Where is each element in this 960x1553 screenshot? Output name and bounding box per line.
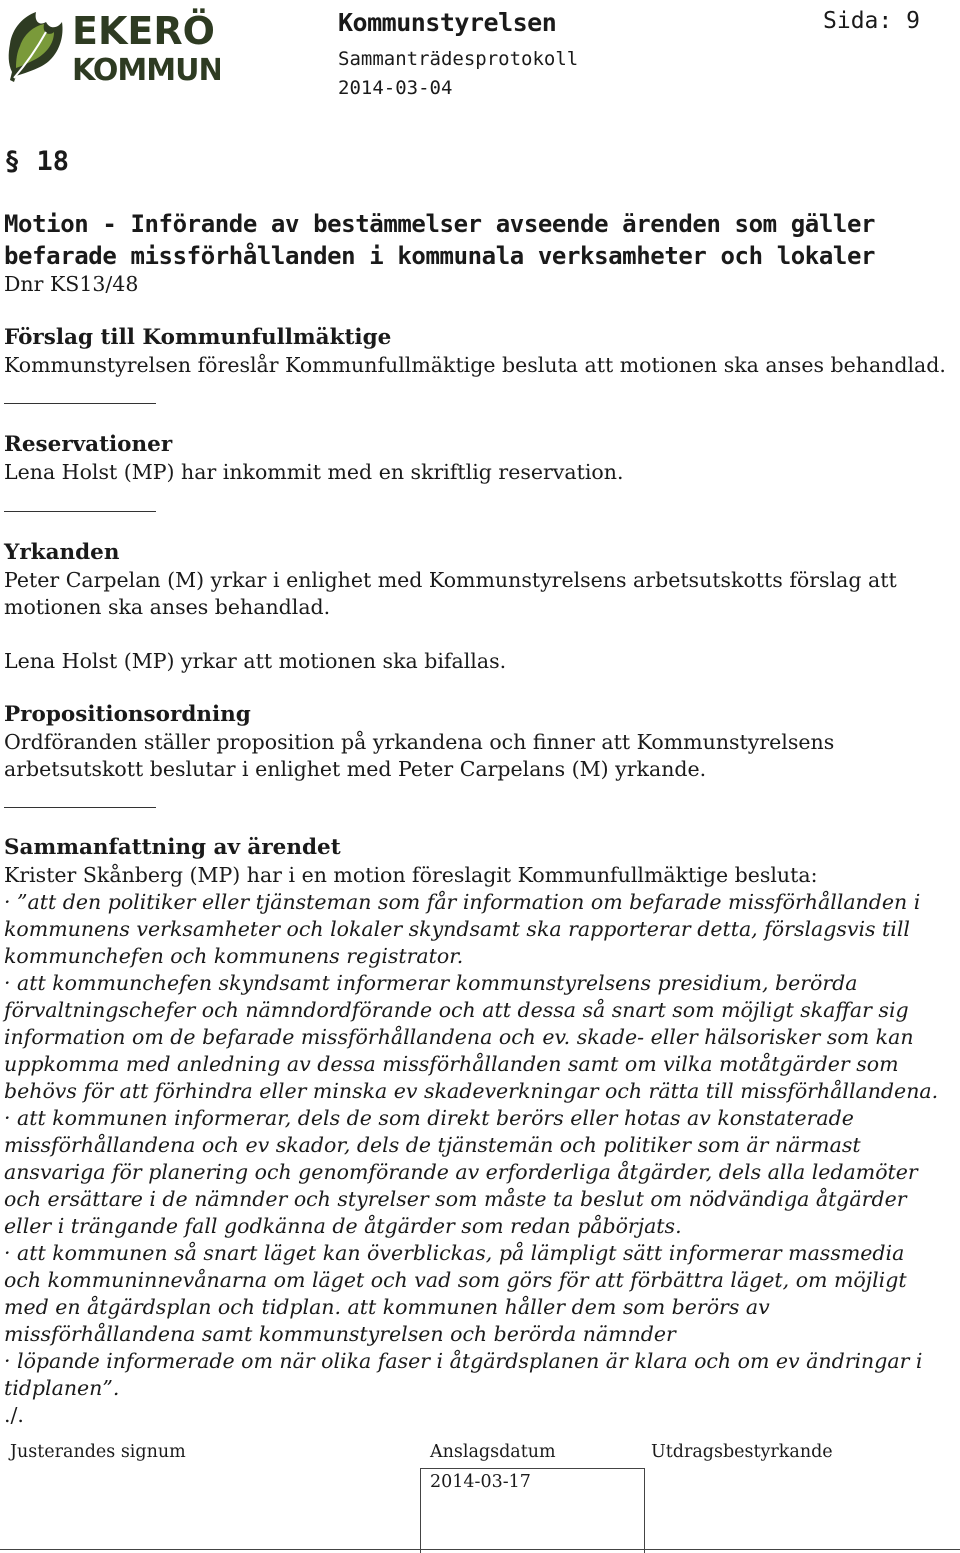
proposition-heading: Propositionsordning [4,702,251,727]
motion-title-line: befarade missförhållanden i kommunala verksamheter och lokaler [4,242,876,270]
summary-quote-line: eller i trängande fall godkänna de åtgärder som redan påbörjats. [4,1214,682,1238]
footer-divider-horizontal [420,1468,644,1469]
summary-quote-line: med en åtgärdsplan och tidplan. att kommunen håller dem som berörs av [4,1295,770,1319]
summary-quote-line: kommunens verksamheter och lokaler skyndsamt ska rapporterar detta, förslagsvis till [4,917,910,941]
posting-date-label: Anslagsdatum [430,1442,556,1462]
posting-date: 2014-03-17 [430,1472,531,1492]
proposal-heading: Förslag till Kommunfullmäktige [4,325,392,350]
reservations-heading: Reservationer [4,432,173,457]
section-divider [4,807,156,808]
protocol-label: Sammanträdesprotokoll [338,48,579,70]
summary-quote-line: · att kommunchefen skyndsamt informerar kommunstyrelsens presidium, berörda [4,971,858,995]
meeting-date: 2014-03-04 [338,77,453,99]
summary-quote-line: · löpande informerade om när olika faser i åtgärdsplanen är klara och om ev ändringar i [4,1349,923,1373]
logo-text-ekero: EKERÖ [72,9,215,53]
summary-heading: Sammanfattning av ärendet [4,835,341,860]
continuation-mark: ./. [4,1403,24,1427]
summary-quote-line: · att kommunen informerar, dels de som direkt berörs eller hotas av konstaterade [4,1106,854,1130]
motion-title-line: Motion - Införande av bestämmelser avseende ärenden som gäller [4,210,876,238]
summary-quote-line: och kommuninnevånarna om läget och vad som görs för att förbättra läget, om möjligt [4,1268,907,1292]
motions-text-line: motionen ska anses behandlad. [4,595,331,619]
summary-quote-line: förvaltningschefer och nämndordförande och att dessa så snart som möjligt skaffar sig [4,998,909,1022]
summary-quote-line: och ersättare i de nämnder och styrelser som måste ta beslut om nödvändiga åtgärder [4,1187,907,1211]
summary-quote-line: · att kommunen så snart läget kan överblickas, på lämpligt sätt informerar massmedia [4,1241,905,1265]
logo-text-kommun: KOMMUN [72,53,220,86]
diary-number: Dnr KS13/48 [4,272,139,296]
proposition-text-line: Ordföranden ställer proposition på yrkandena och finner att Kommunstyrelsens [4,730,835,754]
paragraph-number: § 18 [4,146,70,177]
motion-title [4,208,875,272]
footer-divider-left [420,1468,421,1553]
section-divider [4,511,156,512]
summary-quote-line: tidplanen”. [4,1376,120,1400]
motions-text-line: Peter Carpelan (M) yrkar i enlighet med Kommunstyrelsens arbetsutskotts förslag att [4,568,897,592]
signature-label: Justerandes signum [10,1442,186,1462]
motions-heading: Yrkanden [4,540,120,565]
footer-bottom-rule [0,1549,960,1550]
summary-quote-line: kommunchefen och kommunens registrator. [4,944,464,968]
section-divider [4,403,156,404]
summary-quote-line: · ”att den politiker eller tjänsteman som får information om befarade missförhållanden i [4,890,921,914]
summary-quote-line: behövs för att förhindra eller minska ev skadeverkningar och rätta till missförhållandena. [4,1079,939,1103]
summary-quote-line: missförhållandena och ev skador, dels de tjänstemän och politiker som är närmast [4,1133,861,1157]
committee-title: Kommunstyrelsen [338,8,557,37]
ekero-kommun-logo [6,6,220,86]
summary-quote-line: ansvariga för planering och genomförande av erforderliga åtgärder, dels alla ledamöter [4,1160,918,1184]
summary-intro: Krister Skånberg (MP) har i en motion föreslagit Kommunfullmäktige besluta: [4,863,818,887]
summary-quote-line: information om de befarade missförhållandena och ev. skade- eller hälsorisker som kan [4,1025,914,1049]
proposal-text: Kommunstyrelsen föreslår Kommunfullmäktige besluta att motionen ska anses behandlad. [4,353,946,377]
summary-quote-line: missförhållandena samt kommunstyrelsen och berörda nämnder [4,1322,676,1346]
extract-certification-label: Utdragsbestyrkande [651,1442,833,1462]
page-number: Sida: 9 [823,8,920,34]
oak-leaf-icon [6,6,220,86]
reservations-text: Lena Holst (MP) har inkommit med en skriftlig reservation. [4,460,624,484]
summary-quote-line: uppkomma med anledning av dessa missförhållanden samt om vilka motåtgärder som [4,1052,899,1076]
proposition-text-line: arbetsutskott beslutar i enlighet med Peter Carpelans (M) yrkande. [4,757,707,781]
footer-divider-right [644,1468,645,1553]
motions-second-text: Lena Holst (MP) yrkar att motionen ska bifallas. [4,649,507,673]
